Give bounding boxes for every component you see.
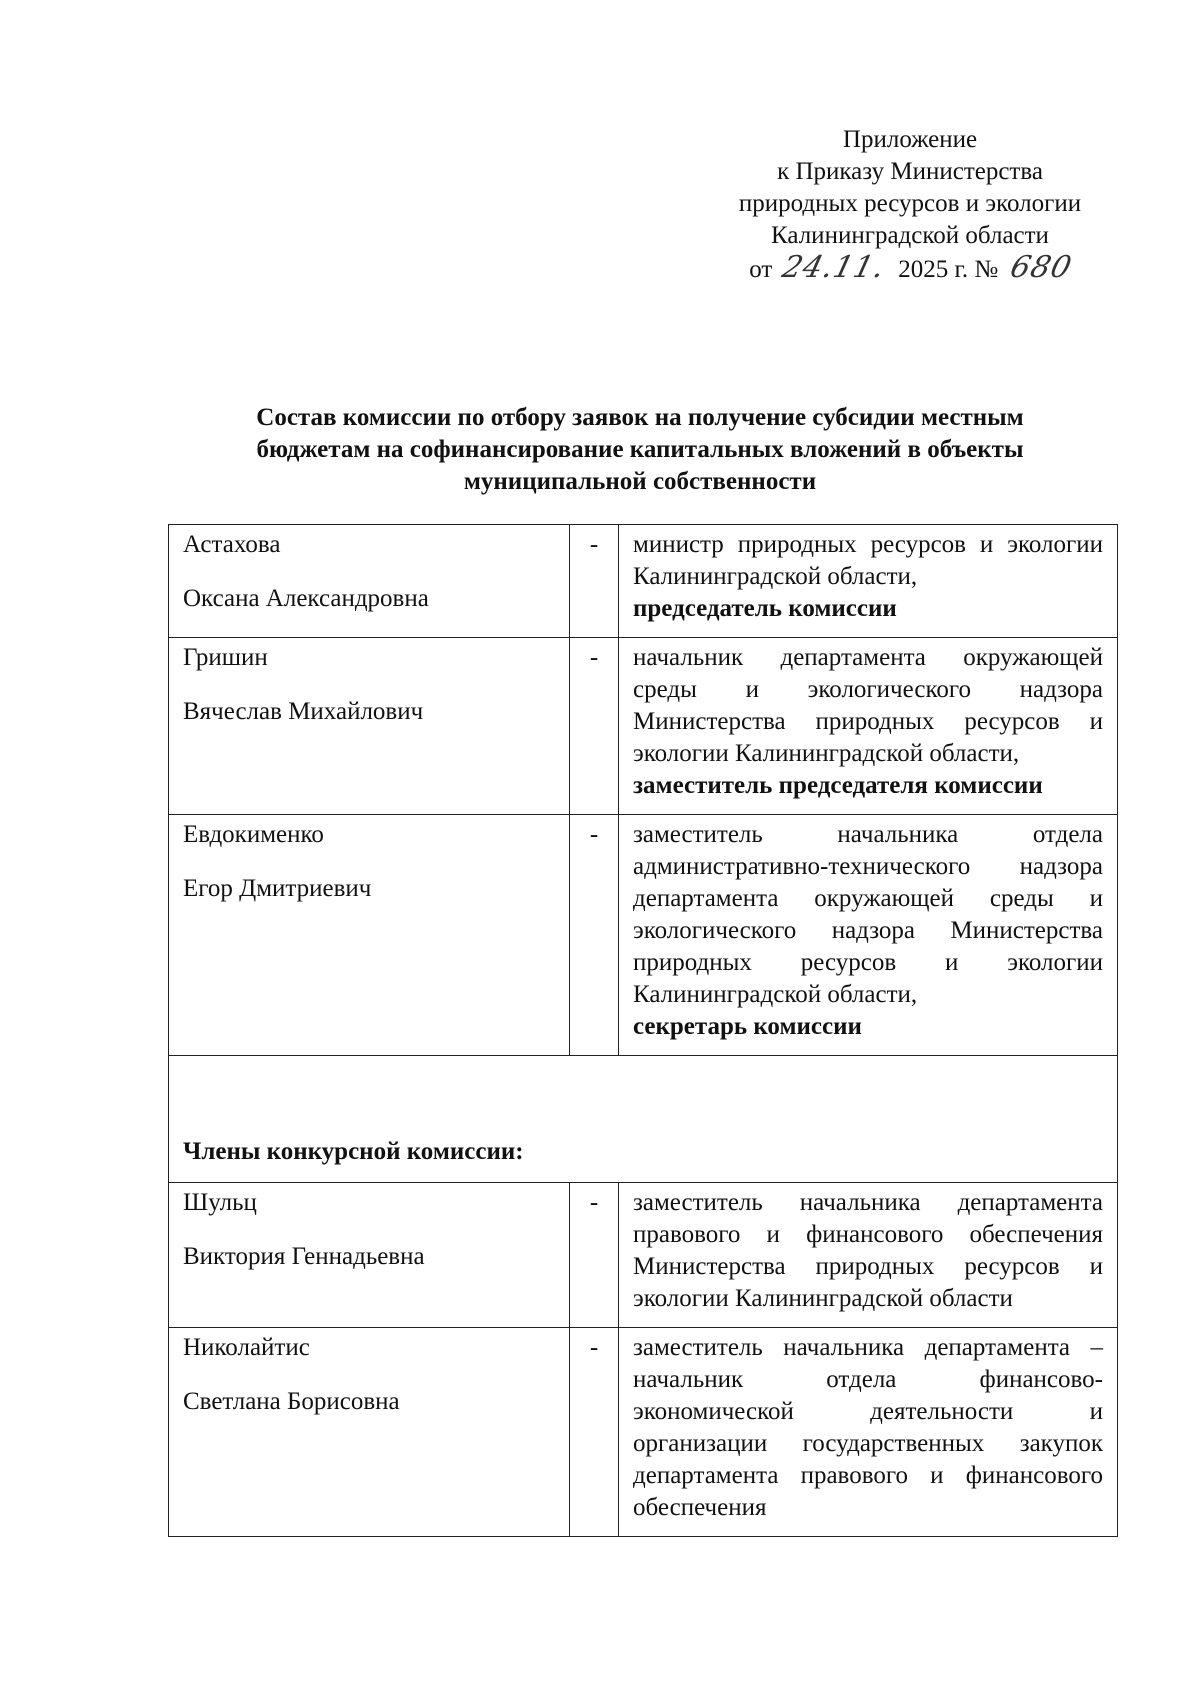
member-given-names: Виктория Геннадьевна <box>183 1243 425 1270</box>
year-text: 2025 г. № <box>898 256 999 283</box>
title-line: Состав комиссии по отбору заявок на получение субсидии местным <box>256 404 1024 431</box>
dash-cell: - <box>570 638 619 815</box>
members-heading-row <box>169 1056 1118 1183</box>
member-given-names: Светлана Борисовна <box>183 1388 400 1415</box>
handwritten-date: 24.11. <box>778 250 889 285</box>
order-date-line <box>680 252 1140 286</box>
appendix-line: Приложение <box>842 126 978 153</box>
appendix-line: Калининградской области <box>771 222 1049 249</box>
member-role-cell <box>619 525 1118 638</box>
member-surname: Евдокименко <box>183 821 324 848</box>
member-surname: Гришин <box>183 644 268 671</box>
dash-cell: - <box>570 1183 619 1328</box>
member-role-cell <box>619 1328 1118 1537</box>
member-name-cell <box>169 1328 570 1537</box>
table-row <box>169 525 1118 638</box>
appendix-header <box>680 124 1140 286</box>
date-prefix: от <box>749 256 773 283</box>
member-role: заместитель начальника отдела административно-технического надзора департамента окружающей среды и экологического надзора Министерства природных ресурсов и экологии Калининградской области, <box>633 821 1103 1008</box>
member-role: начальник департамента окружающей среды и экологического надзора Министерства природных ресурсов и экологии Калининградской области, <box>633 644 1103 767</box>
member-given-names: Вячеслав Михайлович <box>183 698 424 725</box>
appendix-line: к Приказу Министерства <box>777 158 1043 185</box>
table-row <box>169 638 1118 815</box>
member-role-cell <box>619 815 1118 1056</box>
member-name-cell <box>169 1183 570 1328</box>
member-commission-role: секретарь комиссии <box>633 1013 862 1040</box>
member-role-cell <box>619 1183 1118 1328</box>
appendix-line: природных ресурсов и экологии <box>738 190 1082 217</box>
members-heading: Члены конкурсной комиссии: <box>169 1056 1118 1183</box>
member-name-cell <box>169 525 570 638</box>
member-name-cell <box>169 638 570 815</box>
dash-cell: - <box>570 525 619 638</box>
member-name-cell <box>169 815 570 1056</box>
member-role: заместитель начальника департамента правового и финансового обеспечения Министерства природных ресурсов и экологии Калининградской области <box>633 1189 1103 1312</box>
commission-table <box>168 524 1118 1537</box>
member-role: заместитель начальника департамента – начальник отдела финансово-экономической деятельности и организации государственных закупок департамента правового и финансового обеспечения <box>633 1334 1103 1521</box>
dash-cell: - <box>570 815 619 1056</box>
title-line: бюджетам на софинансирование капитальных вложений в объекты <box>256 436 1024 463</box>
member-surname: Николайтис <box>183 1334 310 1361</box>
member-role: министр природных ресурсов и экологии Калининградской области, <box>633 531 1103 590</box>
title-line: муниципальной собственности <box>463 468 817 495</box>
table-row <box>169 1328 1118 1537</box>
table-row <box>169 1183 1118 1328</box>
member-role-cell <box>619 638 1118 815</box>
document-title <box>160 402 1120 498</box>
member-commission-role: председатель комиссии <box>633 595 897 622</box>
member-surname: Шульц <box>183 1189 257 1216</box>
member-given-names: Оксана Александровна <box>183 585 429 612</box>
dash-cell: - <box>570 1328 619 1537</box>
member-given-names: Егор Дмитриевич <box>183 875 372 902</box>
table-row <box>169 815 1118 1056</box>
handwritten-order-number: 680 <box>1006 250 1076 285</box>
member-surname: Астахова <box>183 531 281 558</box>
member-commission-role: заместитель председателя комиссии <box>633 772 1043 799</box>
